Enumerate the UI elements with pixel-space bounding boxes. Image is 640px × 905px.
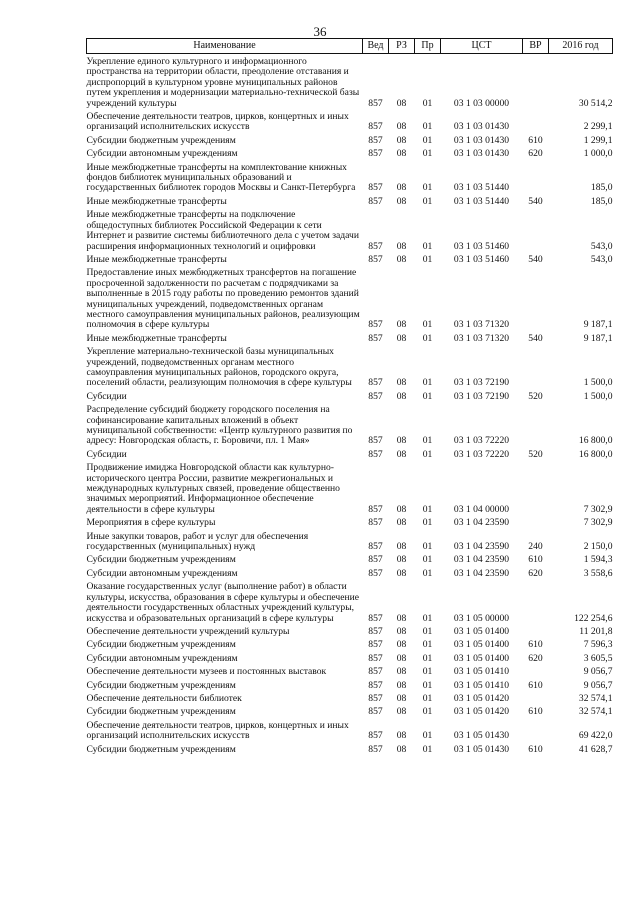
header-pr: Пр — [415, 39, 441, 54]
row-ved: 857 — [368, 253, 383, 265]
row-vr — [523, 54, 549, 110]
row-ved: 857 — [368, 503, 383, 515]
row-cst: 03 1 03 51460 — [453, 253, 510, 265]
row-ved: 857 — [368, 517, 383, 529]
row-cst: 03 1 05 01420 — [453, 706, 510, 718]
row-ved: 857 — [368, 666, 383, 678]
row-name: Субсидии бюджетным учреждениям — [86, 554, 236, 566]
row-name: Оказание государственных услуг (выполнение работ) в области культуры, искусства, образования в сфере культуры и обеспечение деятельности государственных областных учреждений культуры, искусства и образовательных организаций в сфере культуры — [86, 581, 360, 624]
row-amount: 32 574,1 — [578, 692, 613, 704]
row-pr: 01 — [422, 253, 433, 265]
row-name: Субсидии бюджетным учреждениям — [86, 743, 236, 755]
row-pr: 01 — [422, 390, 433, 402]
row-rz: 08 — [396, 554, 407, 566]
header-rz: РЗ — [389, 39, 415, 54]
row-vr — [523, 109, 549, 133]
row-pr: 01 — [422, 541, 433, 553]
row-name: Предоставление иных межбюджетных трансфертов на погашение просроченной задолженности по расчетам с подрядчиками за выполненные в 2015 году работы по проведению ремонтов зданий муниципальных учреждений, подведомственных органам местного самоуправления муниципальных районов, реализующим полномочия в сфере культуры — [86, 267, 360, 331]
row-rz: 08 — [396, 706, 407, 718]
row-ved: 857 — [368, 679, 383, 691]
row-ved: 857 — [368, 148, 383, 160]
row-name: Субсидии автономным учреждениям — [86, 148, 238, 160]
header-ved: Вед — [363, 39, 389, 54]
row-cst: 03 1 04 23590 — [453, 541, 510, 553]
row-ved: 857 — [368, 567, 383, 579]
header-name: Наименование — [87, 39, 363, 54]
row-cst: 03 1 05 01430 — [453, 743, 510, 755]
row-vr: 610 — [528, 706, 543, 718]
row-amount: 3 605,5 — [583, 652, 613, 664]
row-amount: 9 187,1 — [583, 332, 613, 344]
table-header-row — [87, 39, 613, 54]
row-amount: 185,0 — [590, 195, 613, 207]
row-name: Субсидии — [86, 448, 127, 460]
row-pr: 01 — [422, 435, 433, 447]
table-row — [87, 447, 613, 460]
row-vr: 540 — [528, 332, 543, 344]
row-rz: 08 — [396, 517, 407, 529]
row-name: Субсидии бюджетным учреждениям — [86, 706, 236, 718]
row-rz: 08 — [396, 652, 407, 664]
row-amount: 1 500,0 — [583, 390, 613, 402]
table-row — [87, 460, 613, 515]
row-amount: 543,0 — [590, 240, 613, 252]
row-cst: 03 1 05 01410 — [453, 679, 510, 691]
row-cst: 03 1 03 72190 — [453, 377, 510, 389]
row-rz: 08 — [396, 390, 407, 402]
row-amount: 1 000,0 — [583, 148, 613, 160]
row-amount: 3 558,6 — [583, 567, 613, 579]
row-name: Укрепление единого культурного и информационного пространства на территории области, преодоление отставания и диспропорций в культурном уровне муниципальных районов путем укрепления и модернизации материально-технической базы учреждений культуры — [86, 56, 360, 109]
row-name: Иные межбюджетные трансферты — [86, 332, 227, 344]
row-ved: 857 — [368, 541, 383, 553]
row-ved: 857 — [368, 134, 383, 146]
row-amount: 9 056,7 — [583, 679, 613, 691]
row-vr — [523, 515, 549, 528]
row-cst: 03 1 05 01400 — [453, 639, 510, 651]
table-row — [87, 331, 613, 344]
row-pr: 01 — [422, 639, 433, 651]
row-pr: 01 — [422, 448, 433, 460]
table-row — [87, 624, 613, 637]
row-cst: 03 1 03 72190 — [453, 390, 510, 402]
table-row — [87, 133, 613, 146]
row-vr — [523, 718, 549, 742]
row-cst: 03 1 05 01420 — [453, 692, 510, 704]
table-row — [87, 252, 613, 265]
row-rz: 08 — [396, 332, 407, 344]
table-row — [87, 566, 613, 579]
row-name: Иные межбюджетные трансферты — [86, 253, 227, 265]
row-ved: 857 — [368, 332, 383, 344]
row-cst: 03 1 03 51460 — [453, 240, 510, 252]
row-name: Субсидии автономным учреждениям — [86, 567, 238, 579]
table-row — [87, 552, 613, 565]
row-rz: 08 — [396, 240, 407, 252]
row-pr: 01 — [422, 612, 433, 624]
row-pr: 01 — [422, 692, 433, 704]
row-amount: 9 187,1 — [583, 319, 613, 331]
row-pr: 01 — [422, 567, 433, 579]
row-cst: 03 1 03 01430 — [453, 148, 510, 160]
row-amount: 1 594,3 — [583, 554, 613, 566]
row-amount: 543,0 — [590, 253, 613, 265]
row-ved: 857 — [368, 435, 383, 447]
row-cst: 03 1 03 51440 — [453, 182, 510, 194]
row-cst: 03 1 05 00000 — [453, 612, 510, 624]
row-amount: 69 422,0 — [578, 730, 613, 742]
row-ved: 857 — [368, 240, 383, 252]
row-amount: 7 302,9 — [583, 503, 613, 515]
row-ved: 857 — [368, 730, 383, 742]
header-cst: ЦСТ — [441, 39, 523, 54]
row-pr: 01 — [422, 319, 433, 331]
row-amount: 30 514,2 — [578, 97, 613, 109]
budget-table — [86, 38, 613, 755]
header-vr: ВР — [523, 39, 549, 54]
row-pr: 01 — [422, 652, 433, 664]
row-rz: 08 — [396, 148, 407, 160]
row-cst: 03 1 03 72220 — [453, 448, 510, 460]
table-row — [87, 194, 613, 207]
row-pr: 01 — [422, 503, 433, 515]
row-vr: 610 — [528, 554, 543, 566]
row-rz: 08 — [396, 730, 407, 742]
row-rz: 08 — [396, 448, 407, 460]
row-rz: 08 — [396, 435, 407, 447]
row-name: Обеспечение деятельности музеев и постоянных выставок — [86, 666, 327, 678]
row-name: Иные закупки товаров, работ и услуг для обеспечения государственных (муниципальных) нужд — [86, 530, 309, 553]
row-amount: 1 299,1 — [583, 134, 613, 146]
table-row — [87, 529, 613, 553]
row-amount: 32 574,1 — [578, 706, 613, 718]
row-vr — [523, 579, 549, 624]
row-name: Иные межбюджетные трансферты на комплектование книжных фондов библиотек муниципальных образований и государственных библиотек городов Москвы и Санкт-Петербурга — [86, 161, 356, 194]
row-vr — [523, 691, 549, 704]
row-pr: 01 — [422, 679, 433, 691]
row-name: Субсидии автономным учреждениям — [86, 652, 238, 664]
row-vr: 610 — [528, 679, 543, 691]
row-cst: 03 1 03 71320 — [453, 332, 510, 344]
row-rz: 08 — [396, 743, 407, 755]
row-vr — [523, 664, 549, 677]
row-ved: 857 — [368, 554, 383, 566]
row-rz: 08 — [396, 625, 407, 637]
row-name: Обеспечение деятельности театров, цирков, концертных и иных организаций исполнительских искусств — [86, 719, 349, 742]
row-rz: 08 — [396, 182, 407, 194]
row-name: Иные межбюджетные трансферты — [86, 195, 227, 207]
row-vr: 540 — [528, 253, 543, 265]
table-row — [87, 718, 613, 742]
row-name: Субсидии — [86, 390, 127, 402]
row-cst: 03 1 04 23590 — [453, 567, 510, 579]
table-row — [87, 160, 613, 194]
row-amount: 16 800,0 — [578, 435, 613, 447]
row-amount: 7 596,3 — [583, 639, 613, 651]
table-row — [87, 579, 613, 624]
row-cst: 03 1 04 00000 — [453, 503, 510, 515]
row-ved: 857 — [368, 195, 383, 207]
row-rz: 08 — [396, 679, 407, 691]
table-row — [87, 402, 613, 447]
row-vr: 610 — [528, 639, 543, 651]
table-row — [87, 742, 613, 755]
row-ved: 857 — [368, 390, 383, 402]
row-rz: 08 — [396, 666, 407, 678]
row-rz: 08 — [396, 692, 407, 704]
row-vr — [523, 624, 549, 637]
row-cst: 03 1 05 01430 — [453, 730, 510, 742]
row-rz: 08 — [396, 541, 407, 553]
row-vr — [523, 460, 549, 515]
row-cst: 03 1 03 01430 — [453, 134, 510, 146]
table-row — [87, 691, 613, 704]
row-cst: 03 1 04 23590 — [453, 554, 510, 566]
row-vr: 540 — [528, 195, 543, 207]
table-row — [87, 515, 613, 528]
row-vr — [523, 207, 549, 252]
row-vr: 620 — [528, 652, 543, 664]
row-ved: 857 — [368, 448, 383, 460]
row-rz: 08 — [396, 97, 407, 109]
row-name: Субсидии бюджетным учреждениям — [86, 134, 236, 146]
row-cst: 03 1 04 23590 — [453, 517, 510, 529]
row-amount: 9 056,7 — [583, 666, 613, 678]
row-vr — [523, 265, 549, 330]
row-pr: 01 — [422, 666, 433, 678]
row-rz: 08 — [396, 639, 407, 651]
table-row — [87, 664, 613, 677]
row-pr: 01 — [422, 332, 433, 344]
table-row — [87, 146, 613, 159]
row-pr: 01 — [422, 377, 433, 389]
table-body — [87, 54, 613, 755]
table-row — [87, 344, 613, 389]
row-rz: 08 — [396, 121, 407, 133]
row-pr: 01 — [422, 554, 433, 566]
row-ved: 857 — [368, 692, 383, 704]
page-number: 36 — [313, 24, 327, 39]
row-name: Укрепление материально-технической базы муниципальных учреждений, подведомственных органам местного самоуправления муниципальных районов, городского округа, поселений области, реализующим полномочия в сфере культуры — [86, 346, 352, 389]
header-amount: 2016 год — [549, 39, 613, 54]
row-vr — [523, 344, 549, 389]
row-name: Продвижение имиджа Новгородской области как культурно-исторического центра России, развитие межрегиональных и международных культурных связей, проведение общественно значимых мероприятий. Информационное обеспечение деятельности в сфере культуры — [86, 462, 340, 515]
row-ved: 857 — [368, 377, 383, 389]
row-cst: 03 1 05 01400 — [453, 625, 510, 637]
row-cst: 03 1 03 71320 — [453, 319, 510, 331]
table-row — [87, 637, 613, 650]
row-vr: 520 — [528, 448, 543, 460]
row-rz: 08 — [396, 377, 407, 389]
row-name: Распределение субсидий бюджету городского поселения на софинансирование капитальных вложений в объект муниципальной собственности: «Центр культурного развития по адресу: Новгородская область, г. Боровичи, пл. 1 Мая» — [86, 404, 353, 447]
row-cst: 03 1 03 72220 — [453, 435, 510, 447]
row-name: Иные межбюджетные трансферты на подключение общедоступных библиотек Российской Федерации к сети Интернет и развитие системы библиотечного дела с учетом задачи расширения информационных технологий и оцифровки — [86, 209, 359, 252]
row-vr: 520 — [528, 390, 543, 402]
table-row — [87, 678, 613, 691]
row-pr: 01 — [422, 148, 433, 160]
row-cst: 03 1 03 00000 — [453, 97, 510, 109]
row-cst: 03 1 05 01410 — [453, 666, 510, 678]
row-ved: 857 — [368, 182, 383, 194]
row-name: Обеспечение деятельности учреждений культуры — [86, 625, 290, 637]
row-rz: 08 — [396, 612, 407, 624]
table-row — [87, 207, 613, 252]
row-amount: 41 628,7 — [578, 743, 613, 755]
row-amount: 185,0 — [590, 182, 613, 194]
table-row — [87, 651, 613, 664]
row-rz: 08 — [396, 319, 407, 331]
row-name: Обеспечение деятельности театров, цирков, концертных и иных организаций исполнительских искусств — [86, 111, 349, 133]
row-vr — [523, 160, 549, 194]
row-amount: 1 500,0 — [583, 377, 613, 389]
row-ved: 857 — [368, 652, 383, 664]
row-rz: 08 — [396, 134, 407, 146]
row-pr: 01 — [422, 706, 433, 718]
row-pr: 01 — [422, 195, 433, 207]
table-row — [87, 109, 613, 133]
row-vr: 240 — [528, 541, 543, 553]
table-row — [87, 389, 613, 402]
row-rz: 08 — [396, 195, 407, 207]
row-pr: 01 — [422, 121, 433, 133]
row-ved: 857 — [368, 625, 383, 637]
row-cst: 03 1 03 01430 — [453, 121, 510, 133]
row-pr: 01 — [422, 240, 433, 252]
row-vr — [523, 402, 549, 447]
row-vr: 610 — [528, 134, 543, 146]
row-name: Мероприятия в сфере культуры — [86, 517, 216, 529]
row-ved: 857 — [368, 743, 383, 755]
row-cst: 03 1 03 51440 — [453, 195, 510, 207]
row-ved: 857 — [368, 319, 383, 331]
row-ved: 857 — [368, 706, 383, 718]
row-name: Обеспечение деятельности библиотек — [86, 692, 242, 704]
row-rz: 08 — [396, 503, 407, 515]
row-pr: 01 — [422, 517, 433, 529]
row-cst: 03 1 05 01400 — [453, 652, 510, 664]
row-ved: 857 — [368, 612, 383, 624]
row-pr: 01 — [422, 182, 433, 194]
row-pr: 01 — [422, 97, 433, 109]
table-row — [87, 704, 613, 717]
row-name: Субсидии бюджетным учреждениям — [86, 679, 236, 691]
row-ved: 857 — [368, 121, 383, 133]
row-pr: 01 — [422, 134, 433, 146]
row-pr: 01 — [422, 730, 433, 742]
row-amount: 122 254,6 — [574, 612, 613, 624]
table-row — [87, 54, 613, 110]
row-name: Субсидии бюджетным учреждениям — [86, 639, 236, 651]
row-pr: 01 — [422, 625, 433, 637]
row-amount: 16 800,0 — [578, 448, 613, 460]
row-vr: 610 — [528, 743, 543, 755]
table-row — [87, 265, 613, 330]
row-ved: 857 — [368, 97, 383, 109]
row-vr: 620 — [528, 148, 543, 160]
row-rz: 08 — [396, 567, 407, 579]
row-amount: 11 201,8 — [579, 625, 613, 637]
row-amount: 7 302,9 — [583, 517, 613, 529]
row-ved: 857 — [368, 639, 383, 651]
row-rz: 08 — [396, 253, 407, 265]
row-amount: 2 150,0 — [583, 541, 613, 553]
row-amount: 2 299,1 — [583, 121, 613, 133]
row-vr: 620 — [528, 567, 543, 579]
row-pr: 01 — [422, 743, 433, 755]
